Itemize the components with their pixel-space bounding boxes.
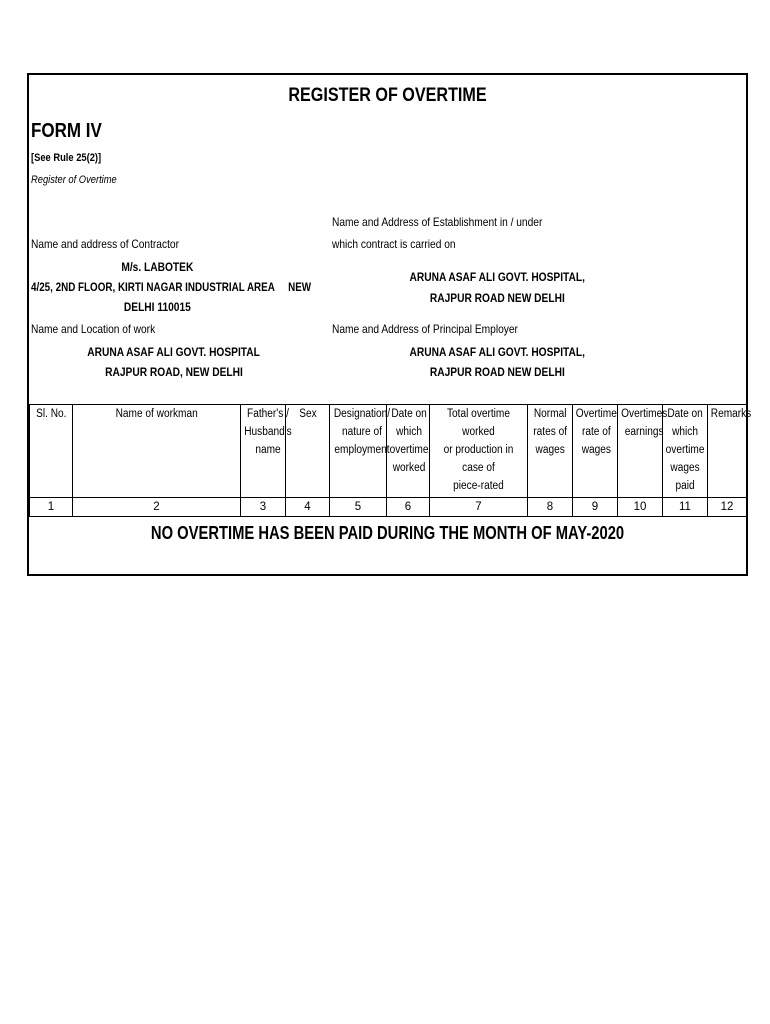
form-number: FORM IV — [31, 120, 102, 142]
table-header-row — [30, 405, 747, 498]
contractor-name: M/s. LABOTEK — [121, 260, 193, 274]
establishment-line2: RAJPUR ROAD NEW DELHI — [429, 291, 565, 305]
column-number: 1 — [30, 498, 73, 517]
establishment-label-line1: Name and Address of Establishment in / under — [332, 215, 543, 229]
work-location-line1: ARUNA ASAF ALI GOVT. HOSPITAL — [87, 345, 261, 359]
register-subtitle: Register of Overtime — [31, 174, 117, 186]
establishment-line1: ARUNA ASAF ALI GOVT. HOSPITAL, — [409, 270, 585, 284]
overtime-register-form — [27, 73, 752, 576]
principal-employer-line2: RAJPUR ROAD NEW DELHI — [429, 365, 565, 379]
column-number: 2 — [73, 498, 241, 517]
column-header: Sl. No. — [30, 405, 73, 498]
principal-employer-label: Name and Address of Principal Employer — [332, 322, 518, 336]
contractor-address-line1: 4/25, 2ND FLOOR, KIRTI NAGAR INDUSTRIAL AREA NEW — [31, 280, 312, 294]
column-header: Date on which overtime worked — [387, 405, 430, 498]
column-number: 8 — [528, 498, 573, 517]
work-location-line2: RAJPUR ROAD, NEW DELHI — [105, 365, 243, 379]
column-number: 12 — [708, 498, 747, 517]
column-number: 6 — [387, 498, 430, 517]
column-number: 4 — [286, 498, 330, 517]
work-location-label: Name and Location of work — [31, 322, 156, 336]
column-number: 11 — [663, 498, 708, 517]
column-header: Remarks — [708, 405, 747, 498]
column-header: Sex — [286, 405, 330, 498]
column-header: Father's / Husband's name — [241, 405, 286, 498]
column-number: 9 — [573, 498, 618, 517]
column-number: 7 — [430, 498, 528, 517]
column-number-row — [30, 498, 747, 517]
column-header: Total overtime worked or production in case of piece-rated — [430, 405, 528, 498]
rule-reference: [See Rule 25(2)] — [31, 152, 102, 164]
column-header: Overtimes earnings — [618, 405, 663, 498]
column-header: Overtime rate of wages — [573, 405, 618, 498]
column-number: 5 — [330, 498, 387, 517]
overtime-table — [29, 404, 752, 517]
principal-employer-line1: ARUNA ASAF ALI GOVT. HOSPITAL, — [409, 345, 585, 359]
contractor-label: Name and address of Contractor — [31, 237, 179, 251]
no-overtime-notice: NO OVERTIME HAS BEEN PAID DURING THE MONTH OF MAY-2020 — [150, 523, 625, 543]
column-header: Designation/ nature of employment — [330, 405, 387, 498]
column-number: 3 — [241, 498, 286, 517]
column-number: 10 — [618, 498, 663, 517]
column-header: Normal rates of wages — [528, 405, 573, 498]
contractor-address-line2: DELHI 110015 — [123, 300, 191, 314]
establishment-label-line2: which contract is carried on — [332, 237, 456, 251]
page-title: REGISTER OF OVERTIME — [288, 85, 487, 106]
column-header: Date on which overtime wages paid — [663, 405, 708, 498]
column-header: Name of workman — [73, 405, 241, 498]
